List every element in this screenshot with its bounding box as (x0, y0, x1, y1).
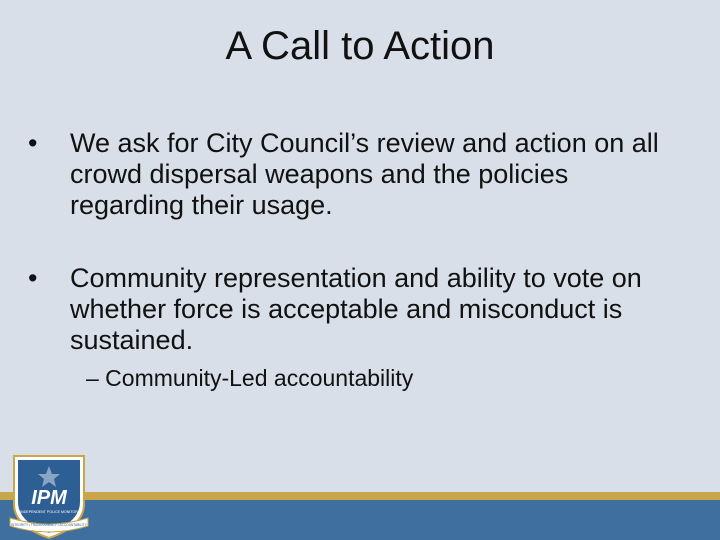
bullet-icon: • (28, 128, 38, 158)
footer-bar (0, 500, 720, 540)
logo-ribbon-text: INTEGRITY • TRANSPARENCY • ACCOUNTABILITY (11, 523, 87, 527)
ipm-shield-logo-icon (6, 452, 92, 540)
bullet-list (28, 128, 688, 392)
bullet-icon: • (28, 263, 38, 293)
slide-title: A Call to Action (225, 24, 495, 68)
logo-subtext: INDEPENDENT POLICE MONITOR (20, 510, 78, 514)
bullet-item (28, 128, 688, 221)
bullet-item (28, 263, 688, 356)
footer-gold-band (0, 492, 720, 500)
bullet-text: Community representation and ability to vote on whether force is acceptable and misconduct is sustained. (70, 263, 642, 355)
bullet-text: We ask for City Council’s review and action on all crowd dispersal weapons and the policies regarding their usage. (70, 128, 659, 220)
sub-bullet: – Community-Led accountability (86, 365, 414, 391)
logo-text: IPM (31, 487, 67, 509)
